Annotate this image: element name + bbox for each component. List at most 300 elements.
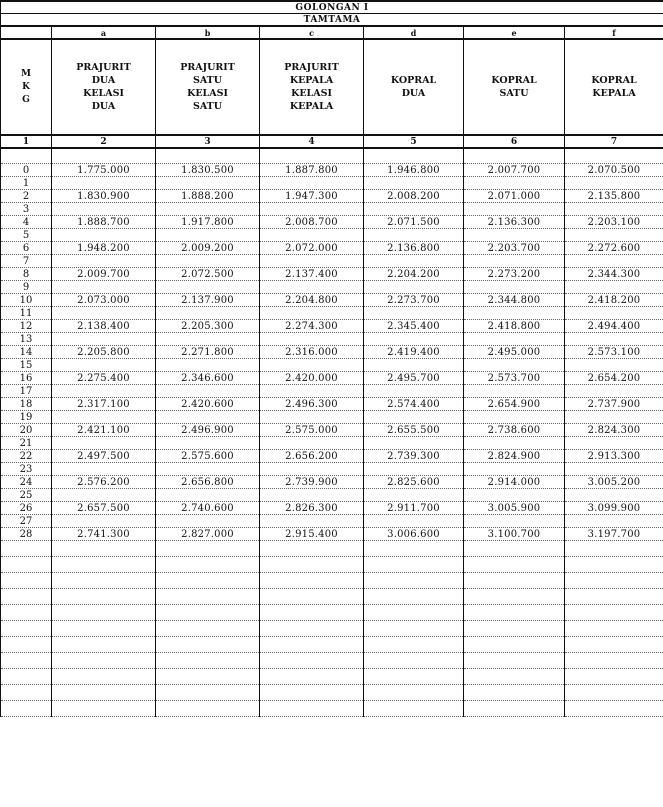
blank-cell xyxy=(52,701,156,717)
mkg-cell: 4 xyxy=(1,216,52,229)
salary-cell xyxy=(565,437,663,450)
salary-cell: 2.138.400 xyxy=(52,320,156,333)
blank-cell xyxy=(52,605,156,621)
blank-cell xyxy=(565,573,663,589)
table-row xyxy=(1,411,663,424)
salary-cell: 3.100.700 xyxy=(464,528,565,541)
salary-cell: 2.272.600 xyxy=(565,242,663,255)
salary-cell: 2.205.800 xyxy=(52,346,156,359)
spacer-cell xyxy=(565,148,663,164)
blank-cell xyxy=(52,589,156,605)
salary-cell: 2.913.300 xyxy=(565,450,663,463)
mkg-cell: 23 xyxy=(1,463,52,476)
salary-cell xyxy=(156,515,260,528)
table-row xyxy=(1,489,663,502)
table-row xyxy=(1,190,663,203)
salary-cell xyxy=(565,411,663,424)
blank-cell xyxy=(565,557,663,573)
salary-cell xyxy=(364,307,464,320)
salary-cell xyxy=(52,307,156,320)
salary-cell: 1.888.200 xyxy=(156,190,260,203)
salary-cell xyxy=(52,229,156,242)
blank-cell xyxy=(464,669,565,685)
blank-cell xyxy=(52,541,156,557)
blank-cell xyxy=(156,557,260,573)
table-row xyxy=(1,528,663,541)
blank-row xyxy=(1,701,663,717)
salary-cell xyxy=(364,177,464,190)
salary-cell: 2.495.700 xyxy=(364,372,464,385)
blank-cell xyxy=(52,653,156,669)
mkg-cell: 12 xyxy=(1,320,52,333)
salary-cell: 2.419.400 xyxy=(364,346,464,359)
rank-header-kopral-satu xyxy=(464,39,565,135)
salary-cell xyxy=(52,489,156,502)
blank-cell xyxy=(52,621,156,637)
rank-header-prajurit-dua xyxy=(52,39,156,135)
salary-cell: 3.005.900 xyxy=(464,502,565,515)
mkg-cell: 25 xyxy=(1,489,52,502)
blank-cell xyxy=(464,653,565,669)
rank-header-prajurit-kepala xyxy=(260,39,364,135)
blank-cell xyxy=(1,605,52,621)
blank-cell xyxy=(156,589,260,605)
blank-cell xyxy=(1,589,52,605)
table-row xyxy=(1,229,663,242)
blank-cell xyxy=(364,557,464,573)
blank-cell xyxy=(565,685,663,701)
salary-cell xyxy=(464,229,565,242)
mkg-cell: 6 xyxy=(1,242,52,255)
rank-line: PRAJURIT xyxy=(76,62,131,73)
salary-cell: 3.005.200 xyxy=(565,476,663,489)
salary-cell xyxy=(364,489,464,502)
blank-cell xyxy=(1,541,52,557)
salary-cell xyxy=(364,359,464,372)
salary-cell xyxy=(565,177,663,190)
salary-cell: 2.275.400 xyxy=(52,372,156,385)
table-row xyxy=(1,242,663,255)
table-row xyxy=(1,476,663,489)
salary-cell: 2.009.200 xyxy=(156,242,260,255)
salary-cell xyxy=(565,385,663,398)
mkg-cell: 10 xyxy=(1,294,52,307)
salary-cell xyxy=(260,307,364,320)
blank-row xyxy=(1,605,663,621)
blank-cell xyxy=(260,653,364,669)
salary-cell: 2.072.000 xyxy=(260,242,364,255)
blank-cell xyxy=(156,637,260,653)
salary-cell xyxy=(52,411,156,424)
column-letter: e xyxy=(464,26,565,39)
salary-cell: 2.656.800 xyxy=(156,476,260,489)
mkg-cell: 15 xyxy=(1,359,52,372)
salary-cell: 2.137.900 xyxy=(156,294,260,307)
salary-cell xyxy=(156,255,260,268)
salary-cell: 2.009.700 xyxy=(52,268,156,281)
salary-cell xyxy=(565,489,663,502)
blank-cell xyxy=(156,541,260,557)
salary-cell: 2.135.800 xyxy=(565,190,663,203)
salary-cell xyxy=(464,463,565,476)
blank-row xyxy=(1,685,663,701)
column-numbers-row xyxy=(1,135,663,148)
mkg-cell: 21 xyxy=(1,437,52,450)
column-number: 4 xyxy=(260,135,364,148)
blank-cell xyxy=(364,573,464,589)
rank-line: KELASI xyxy=(187,88,228,99)
salary-cell: 2.576.200 xyxy=(52,476,156,489)
rank-line: PRAJURIT xyxy=(284,62,339,73)
blank-cell xyxy=(364,701,464,717)
mkg-cell: 3 xyxy=(1,203,52,216)
salary-cell: 2.496.900 xyxy=(156,424,260,437)
salary-cell: 1.830.500 xyxy=(156,164,260,177)
subtitle-row xyxy=(1,14,663,27)
blank-cell xyxy=(260,685,364,701)
rank-line: KOPRAL xyxy=(591,75,637,86)
salary-cell xyxy=(464,255,565,268)
salary-cell: 2.825.600 xyxy=(364,476,464,489)
mkg-cell: 14 xyxy=(1,346,52,359)
salary-cell: 2.739.900 xyxy=(260,476,364,489)
salary-cell: 2.316.000 xyxy=(260,346,364,359)
blank-cell xyxy=(260,669,364,685)
table-row xyxy=(1,346,663,359)
salary-cell: 3.006.600 xyxy=(364,528,464,541)
salary-cell: 2.071.000 xyxy=(464,190,565,203)
salary-cell: 2.346.600 xyxy=(156,372,260,385)
salary-cell: 2.494.400 xyxy=(565,320,663,333)
mkg-cell: 19 xyxy=(1,411,52,424)
column-letter: a xyxy=(52,26,156,39)
salary-cell: 1.775.000 xyxy=(52,164,156,177)
blank-row xyxy=(1,573,663,589)
salary-cell xyxy=(260,385,364,398)
salary-cell xyxy=(364,229,464,242)
rank-line: DUA xyxy=(91,101,116,112)
table-row xyxy=(1,281,663,294)
salary-cell: 2.573.700 xyxy=(464,372,565,385)
column-number: 3 xyxy=(156,135,260,148)
salary-cell xyxy=(565,307,663,320)
blank-cell xyxy=(1,685,52,701)
mkg-letter: K xyxy=(22,81,30,92)
spacer-row xyxy=(1,148,663,164)
salary-cell: 2.827.000 xyxy=(156,528,260,541)
mkg-cell: 27 xyxy=(1,515,52,528)
rank-line: KEPALA xyxy=(289,101,334,112)
column-letter: c xyxy=(260,26,364,39)
mkg-cell: 7 xyxy=(1,255,52,268)
blank-cell xyxy=(565,541,663,557)
blank-row xyxy=(1,669,663,685)
salary-cell: 2.420.600 xyxy=(156,398,260,411)
salary-cell: 1.887.800 xyxy=(260,164,364,177)
title-row xyxy=(1,1,663,14)
table-row xyxy=(1,333,663,346)
blank-cell xyxy=(464,701,565,717)
blank-cell xyxy=(565,637,663,653)
salary-cell: 2.345.400 xyxy=(364,320,464,333)
blank-cell xyxy=(1,573,52,589)
salary-cell xyxy=(565,281,663,294)
table-row xyxy=(1,437,663,450)
blank-cell xyxy=(364,621,464,637)
blank-cell xyxy=(260,589,364,605)
blank-cell xyxy=(464,557,565,573)
spacer-cell xyxy=(464,148,565,164)
salary-cell xyxy=(260,489,364,502)
mkg-cell: 8 xyxy=(1,268,52,281)
salary-cell xyxy=(565,359,663,372)
blank-cell xyxy=(1,557,52,573)
rank-line: SATU xyxy=(192,75,223,86)
salary-cell xyxy=(565,229,663,242)
salary-cell: 2.070.500 xyxy=(565,164,663,177)
salary-cell: 1.946.800 xyxy=(364,164,464,177)
mkg-cell: 28 xyxy=(1,528,52,541)
column-number: 5 xyxy=(364,135,464,148)
mkg-header xyxy=(1,39,52,135)
blank-cell xyxy=(156,653,260,669)
salary-cell: 2.575.000 xyxy=(260,424,364,437)
salary-cell xyxy=(156,177,260,190)
salary-cell xyxy=(52,463,156,476)
mkg-letter: G xyxy=(22,94,30,105)
salary-cell: 2.273.200 xyxy=(464,268,565,281)
salary-cell xyxy=(565,515,663,528)
salary-cell xyxy=(364,437,464,450)
column-letter: b xyxy=(156,26,260,39)
salary-cell: 2.418.800 xyxy=(464,320,565,333)
table-row xyxy=(1,463,663,476)
salary-cell xyxy=(364,333,464,346)
salary-cell: 2.657.500 xyxy=(52,502,156,515)
salary-cell: 1.917.800 xyxy=(156,216,260,229)
blank-cell xyxy=(565,621,663,637)
blank-cell xyxy=(464,637,565,653)
blank-cell xyxy=(156,669,260,685)
rank-line: KOPRAL xyxy=(390,75,437,86)
salary-cell xyxy=(565,203,663,216)
column-number: 2 xyxy=(52,135,156,148)
salary-cell: 2.655.500 xyxy=(364,424,464,437)
mkg-cell: 16 xyxy=(1,372,52,385)
salary-cell: 2.205.300 xyxy=(156,320,260,333)
salary-cell xyxy=(156,385,260,398)
blank-cell xyxy=(464,541,565,557)
rank-line: PRAJURIT xyxy=(180,62,235,73)
salary-cell: 1.888.700 xyxy=(52,216,156,229)
rank-header-kopral-kepala xyxy=(565,39,663,135)
blank-cell xyxy=(565,653,663,669)
salary-cell: 2.496.300 xyxy=(260,398,364,411)
salary-cell: 2.136.300 xyxy=(464,216,565,229)
blank-cell xyxy=(260,621,364,637)
salary-cell xyxy=(364,515,464,528)
table-subtitle: TAMTAMA xyxy=(1,14,663,27)
salary-cell xyxy=(260,437,364,450)
salary-cell xyxy=(565,255,663,268)
salary-cell: 2.204.800 xyxy=(260,294,364,307)
salary-cell: 2.495.000 xyxy=(464,346,565,359)
mkg-cell: 22 xyxy=(1,450,52,463)
blank-cell xyxy=(364,605,464,621)
salary-cell xyxy=(260,359,364,372)
blank-cell xyxy=(464,589,565,605)
table-row xyxy=(1,398,663,411)
column-letter: d xyxy=(364,26,464,39)
mkg-cell: 11 xyxy=(1,307,52,320)
salary-cell: 2.418.200 xyxy=(565,294,663,307)
table-row xyxy=(1,203,663,216)
table-row xyxy=(1,320,663,333)
rank-line: SATU xyxy=(192,101,223,112)
salary-cell xyxy=(565,333,663,346)
blank-cell xyxy=(260,541,364,557)
salary-cell: 2.497.500 xyxy=(52,450,156,463)
blank-cell xyxy=(156,701,260,717)
table-row xyxy=(1,307,663,320)
salary-cell: 2.073.000 xyxy=(52,294,156,307)
salary-cell xyxy=(565,463,663,476)
table-row xyxy=(1,515,663,528)
blank-cell xyxy=(156,621,260,637)
rank-header-prajurit-satu xyxy=(156,39,260,135)
salary-cell: 2.274.300 xyxy=(260,320,364,333)
salary-cell: 2.826.300 xyxy=(260,502,364,515)
mkg-letter: M xyxy=(21,68,31,79)
mkg-cell: 13 xyxy=(1,333,52,346)
blank-cell xyxy=(364,669,464,685)
salary-cell: 2.824.300 xyxy=(565,424,663,437)
salary-cell xyxy=(260,229,364,242)
salary-cell xyxy=(464,307,565,320)
salary-cell xyxy=(156,281,260,294)
mkg-cell: 26 xyxy=(1,502,52,515)
rank-line: DUA xyxy=(91,75,116,86)
blank-cell xyxy=(565,605,663,621)
rank-line: KEPALA xyxy=(592,88,636,99)
rank-line: KELASI xyxy=(291,88,332,99)
salary-cell xyxy=(156,411,260,424)
salary-cell: 2.574.400 xyxy=(364,398,464,411)
blank-cell xyxy=(1,669,52,685)
mkg-cell: 5 xyxy=(1,229,52,242)
salary-cell xyxy=(52,255,156,268)
salary-cell: 2.824.900 xyxy=(464,450,565,463)
salary-cell xyxy=(156,359,260,372)
column-number: 6 xyxy=(464,135,565,148)
salary-cell: 2.915.400 xyxy=(260,528,364,541)
mkg-cell: 20 xyxy=(1,424,52,437)
salary-cell xyxy=(364,255,464,268)
salary-cell xyxy=(260,515,364,528)
salary-cell xyxy=(364,411,464,424)
blank-cell xyxy=(364,589,464,605)
salary-cell xyxy=(464,203,565,216)
salary-cell: 2.738.600 xyxy=(464,424,565,437)
table-row xyxy=(1,359,663,372)
salary-cell xyxy=(464,515,565,528)
blank-row xyxy=(1,637,663,653)
salary-cell: 3.099.900 xyxy=(565,502,663,515)
blank-row xyxy=(1,589,663,605)
rank-line: DUA xyxy=(401,88,426,99)
salary-cell: 2.071.500 xyxy=(364,216,464,229)
blank-cell xyxy=(1,637,52,653)
salary-cell xyxy=(464,359,565,372)
salary-cell: 2.271.800 xyxy=(156,346,260,359)
salary-cell xyxy=(156,463,260,476)
salary-cell xyxy=(52,437,156,450)
blank-cell xyxy=(364,685,464,701)
blank-cell xyxy=(565,669,663,685)
blank-cell xyxy=(1,701,52,717)
mkg-cell: 0 xyxy=(1,164,52,177)
table-row xyxy=(1,268,663,281)
salary-cell: 2.072.500 xyxy=(156,268,260,281)
blank-cell xyxy=(1,653,52,669)
table-row xyxy=(1,164,663,177)
salary-cell: 2.575.600 xyxy=(156,450,260,463)
spacer-cell xyxy=(1,148,52,164)
salary-cell: 2.656.200 xyxy=(260,450,364,463)
column-number: 1 xyxy=(1,135,52,148)
salary-cell xyxy=(260,463,364,476)
mkg-cell: 2 xyxy=(1,190,52,203)
blank-row xyxy=(1,557,663,573)
salary-cell xyxy=(260,411,364,424)
table-row xyxy=(1,294,663,307)
salary-cell: 2.008.700 xyxy=(260,216,364,229)
blank-cell xyxy=(565,589,663,605)
salary-cell: 2.344.300 xyxy=(565,268,663,281)
salary-cell xyxy=(260,281,364,294)
salary-cell xyxy=(260,177,364,190)
blank-cell xyxy=(156,573,260,589)
salary-cell xyxy=(52,333,156,346)
salary-cell: 2.654.200 xyxy=(565,372,663,385)
mkg-cell: 1 xyxy=(1,177,52,190)
salary-cell: 2.420.000 xyxy=(260,372,364,385)
blank-cell xyxy=(52,669,156,685)
table-row xyxy=(1,450,663,463)
rank-header-row xyxy=(1,39,663,135)
blank-cell xyxy=(260,573,364,589)
blank-cell xyxy=(156,685,260,701)
blank-cell xyxy=(260,605,364,621)
salary-cell: 2.573.100 xyxy=(565,346,663,359)
salary-cell: 2.204.200 xyxy=(364,268,464,281)
salary-cell: 3.197.700 xyxy=(565,528,663,541)
salary-cell xyxy=(464,489,565,502)
blank-cell xyxy=(464,621,565,637)
column-letter-blank xyxy=(1,26,52,39)
rank-header-kopral-dua xyxy=(364,39,464,135)
salary-cell xyxy=(52,281,156,294)
salary-cell: 2.911.700 xyxy=(364,502,464,515)
salary-cell xyxy=(52,203,156,216)
salary-cell: 2.740.600 xyxy=(156,502,260,515)
spacer-cell xyxy=(260,148,364,164)
rank-line: KELASI xyxy=(83,88,124,99)
salary-cell: 2.136.800 xyxy=(364,242,464,255)
rank-line: KOPRAL xyxy=(491,75,537,86)
mkg-cell: 17 xyxy=(1,385,52,398)
table-row xyxy=(1,385,663,398)
